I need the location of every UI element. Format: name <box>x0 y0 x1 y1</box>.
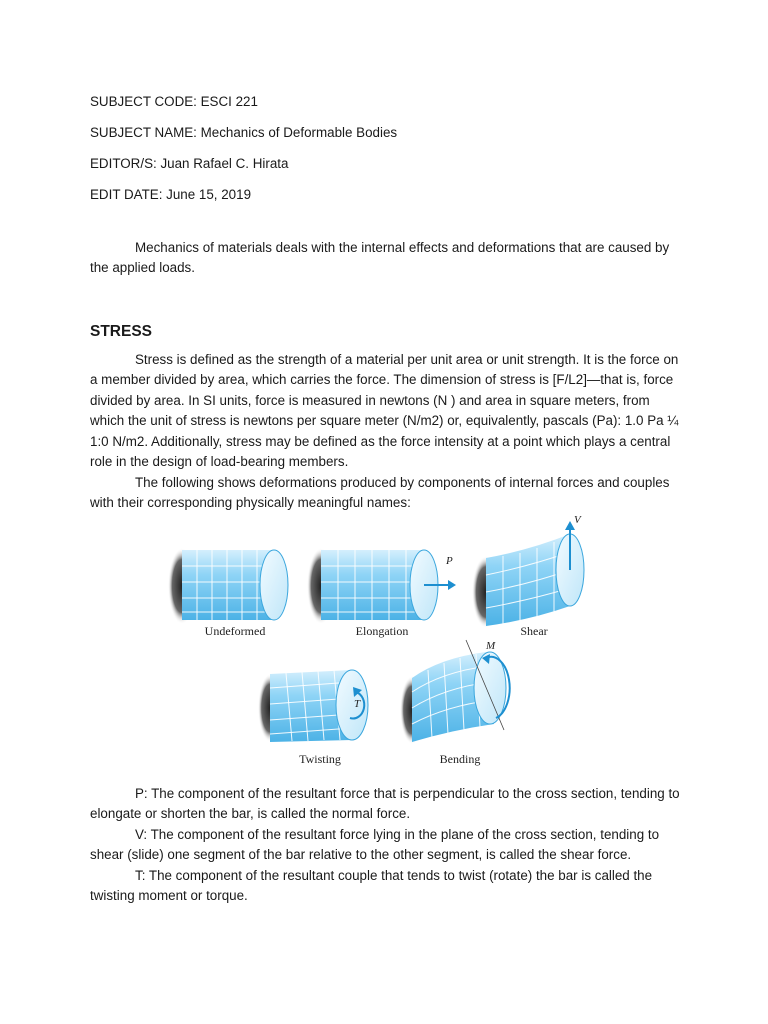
document-page <box>90 92 680 907</box>
elongation-bar <box>307 548 456 624</box>
caption-elongation: Elongation <box>355 623 409 638</box>
deformation-diagram <box>90 520 680 782</box>
edit-date: EDIT DATE: June 15, 2019 <box>90 187 252 202</box>
stress-paragraph-1: Stress is defined as the strength of a material per unit area or unit strength. It is the force on a member divided by area, which carries the force. The dimension of stress is [F/L2]—that is, force divided by area. In SI units, force is measured in newtons (N ) and area in square meters, from which the unit of stress is newtons per square meter (N/m2) or, equivalently, pascals (Pa): 1.0 Pa ¼ 1:0 N/m2. Additionally, stress may be defined as the force intensity at a point which plays a central role in the design of load-bearing members. <box>90 351 679 469</box>
definition-p: P: The component of the resultant force that is perpendicular to the cross section, tending to elongate or shorten the bar, is called the normal force. <box>90 785 680 821</box>
subject-name: SUBJECT NAME: Mechanics of Deformable Bodies <box>90 125 398 140</box>
shear-bar <box>472 521 584 628</box>
label-m: M <box>486 639 496 652</box>
definition-v: V: The component of the resultant force lying in the plane of the cross section, tending to shear (slide) one segment of the bar relative to the other segment, is called the shear force. <box>90 826 660 862</box>
label-v: V <box>574 513 581 526</box>
editors: EDITOR/S: Juan Rafael C. Hirata <box>90 156 289 171</box>
undeformed-bar <box>168 548 288 624</box>
bending-bar <box>400 640 510 744</box>
definition-t: T: The component of the resultant couple that tends to twist (rotate) the bar is called the twisting moment or torque. <box>90 867 653 903</box>
subject-code: SUBJECT CODE: ESCI 221 <box>90 94 258 109</box>
deformation-figure <box>90 513 680 782</box>
intro-paragraph: Mechanics of materials deals with the internal effects and deformations that are caused by the applied loads. <box>90 239 670 275</box>
caption-bending: Bending <box>439 751 481 766</box>
section-heading-stress: STRESS <box>90 322 153 340</box>
normal-force-arrowhead <box>448 580 456 590</box>
twisting-end-face <box>336 670 368 740</box>
label-t: T <box>354 697 361 710</box>
caption-twisting: Twisting <box>299 751 341 766</box>
caption-shear: Shear <box>520 623 548 638</box>
caption-undeformed: Undeformed <box>204 623 266 638</box>
undeformed-end-face <box>260 550 288 620</box>
stress-paragraph-2: The following shows deformations produced by components of internal forces and couples with their corresponding physically meaningful names: <box>90 474 670 510</box>
twisting-bar <box>258 670 368 742</box>
label-p: P <box>446 554 453 567</box>
